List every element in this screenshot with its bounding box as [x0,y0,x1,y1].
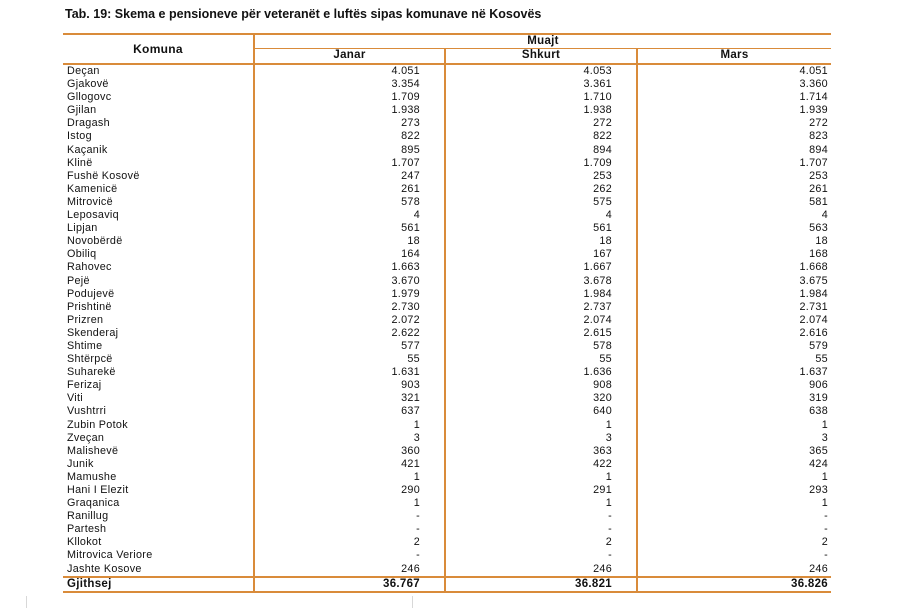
komuna-cell: Gllogovc [63,91,254,104]
value-cell-shkurt: 561 [445,222,637,235]
value-cell-shkurt: 640 [445,405,637,418]
column-header-janar: Janar [254,48,445,64]
value-cell-shkurt: 578 [445,340,637,353]
table-row [63,117,831,130]
komuna-cell: Podujevë [63,288,254,301]
value-cell-mars: 2.731 [799,300,828,313]
divider [26,596,27,608]
value-cell-janar: 55 [254,353,445,366]
value-cell-mars: 638 [809,405,828,418]
value-cell-mars: 424 [809,457,828,470]
value-cell-janar: 822 [254,130,445,143]
value-cell-janar: 4.051 [254,64,445,78]
value-cell-janar: 2.730 [254,301,445,314]
value-cell-shkurt: 2.074 [445,314,637,327]
value-cell-mars: 1.668 [799,261,828,274]
bottom-scroll-bar [0,596,902,608]
table-title: Tab. 19: Skema e pensioneve për veteranët e luftës sipas komunave në Kosovës [65,7,542,21]
column-header-komuna: Komuna [63,34,254,64]
table-row [63,458,831,471]
table-row [63,549,831,562]
value-cell-mars: 1 [821,418,828,431]
value-cell-janar: 1 [254,419,445,432]
komuna-cell: Gjilan [63,104,254,117]
table-row [63,248,831,261]
table-row [63,91,831,104]
table-row [63,78,831,91]
value-cell-shkurt: - [445,523,637,536]
value-cell-shkurt: - [445,549,637,562]
table-row [63,471,831,484]
value-cell-shkurt: 1.636 [445,366,637,379]
value-cell-mars: 272 [809,117,828,130]
pension-table [63,33,831,593]
divider [412,596,413,608]
table-row [63,104,831,117]
table-row [63,301,831,314]
komuna-cell: Zubin Potok [63,419,254,432]
value-cell-janar: 637 [254,405,445,418]
value-cell-shkurt: 1.938 [445,104,637,117]
total-mars: 36.826 [637,577,831,592]
value-cell-shkurt: 4 [445,209,637,222]
value-cell-janar: 1.709 [254,91,445,104]
komuna-cell: Graqanica [63,497,254,510]
column-header-shkurt: Shkurt [445,48,637,64]
table-row [63,419,831,432]
value-cell-janar: 4 [254,209,445,222]
value-cell-mars: 3.675 [799,274,828,287]
value-cell-mars: 823 [809,130,828,143]
value-cell-shkurt: 272 [445,117,637,130]
table-header [63,34,831,64]
value-cell-janar: 321 [254,392,445,405]
value-cell-mars: 293 [809,484,828,496]
value-cell-mars: 365 [809,444,828,457]
table-row [63,130,831,143]
table-row [63,209,831,222]
table-row [63,497,831,510]
komuna-cell: Prizren [63,314,254,327]
value-cell-shkurt: 3.678 [445,275,637,288]
value-cell-janar: 247 [254,170,445,183]
komuna-cell: Mitrovica Veriore [63,549,254,562]
value-cell-janar: 18 [254,235,445,248]
value-cell-janar: 246 [254,563,445,577]
value-cell-janar: 3 [254,432,445,445]
table-row [63,340,831,353]
value-cell-shkurt: 3.361 [445,78,637,91]
value-cell-shkurt: 253 [445,170,637,183]
value-cell-janar: 2 [254,536,445,549]
komuna-cell: Ferizaj [63,379,254,392]
komuna-cell: Mitrovicë [63,196,254,209]
value-cell-janar: 1 [254,497,445,510]
value-cell-shkurt: 262 [445,183,637,196]
table-row [63,157,831,170]
value-cell-shkurt: 822 [445,130,637,143]
komuna-cell: Kllokot [63,536,254,549]
value-cell-shkurt: 1.709 [445,157,637,170]
komuna-cell: Skenderaj [63,327,254,340]
value-cell-janar: 164 [254,248,445,261]
value-cell-mars: 1.707 [799,156,828,169]
table-row [63,379,831,392]
value-cell-shkurt: 55 [445,353,637,366]
value-cell-mars: 1.637 [799,366,828,379]
value-cell-janar: 903 [254,379,445,392]
value-cell-shkurt: 894 [445,144,637,157]
table-row [63,392,831,405]
value-cell-mars: 1.984 [799,287,828,300]
value-cell-mars: - [824,523,828,536]
table-row [63,275,831,288]
table-row [63,484,831,497]
value-cell-mars: 1.939 [799,104,828,117]
table-row [63,510,831,523]
value-cell-shkurt: 2 [445,536,637,549]
value-cell-shkurt: 1.667 [445,261,637,274]
column-header-mars: Mars [637,48,831,64]
value-cell-mars: 1 [821,470,828,483]
value-cell-shkurt: 4.053 [445,64,637,78]
value-cell-janar: 3.670 [254,275,445,288]
table-row [63,353,831,366]
komuna-cell: Pejë [63,275,254,288]
value-cell-janar: 577 [254,340,445,353]
value-cell-janar: 1.663 [254,261,445,274]
value-cell-janar: 2.622 [254,327,445,340]
value-cell-janar: - [254,523,445,536]
value-cell-mars: 1.714 [799,91,828,104]
value-cell-janar: 1.631 [254,366,445,379]
komuna-cell: Istog [63,130,254,143]
value-cell-mars: - [824,510,828,523]
value-cell-shkurt: 2.737 [445,301,637,314]
komuna-cell: Junik [63,458,254,471]
komuna-cell: Malishevë [63,445,254,458]
komuna-cell: Kamenicë [63,183,254,196]
value-cell-mars: 55 [815,353,828,366]
komuna-cell: Klinë [63,157,254,170]
value-cell-janar: - [254,549,445,562]
total-label: Gjithsej [63,577,254,592]
value-cell-mars: 168 [809,248,828,261]
value-cell-janar: 1 [254,471,445,484]
value-cell-mars: 2 [821,536,828,549]
value-cell-shkurt: 422 [445,458,637,471]
value-cell-shkurt: 363 [445,445,637,458]
value-cell-mars: 3 [821,431,828,444]
value-cell-janar: - [254,510,445,523]
table-row [63,405,831,418]
komuna-cell: Dragash [63,117,254,130]
value-cell-mars: - [824,549,828,562]
value-cell-janar: 3.354 [254,78,445,91]
value-cell-janar: 1.979 [254,288,445,301]
value-cell-mars: 18 [815,235,828,248]
value-cell-shkurt: 1 [445,471,637,484]
value-cell-janar: 1.938 [254,104,445,117]
value-cell-mars: 2.074 [799,313,828,326]
value-cell-janar: 290 [254,484,445,497]
value-cell-shkurt: 1 [445,419,637,432]
table-row [63,536,831,549]
value-cell-mars: 3.360 [799,78,828,91]
table-row [63,563,831,577]
value-cell-shkurt: 291 [445,484,637,497]
komuna-cell: Partesh [63,523,254,536]
value-cell-mars: 894 [809,143,828,156]
komuna-cell: Viti [63,392,254,405]
table-row [63,235,831,248]
komuna-cell: Hani I Elezit [63,484,254,497]
value-cell-shkurt: 575 [445,196,637,209]
table-row [63,196,831,209]
komuna-cell: Prishtinë [63,301,254,314]
table-row [63,523,831,536]
table-body [63,64,831,577]
value-cell-mars: 261 [809,182,828,195]
value-cell-janar: 561 [254,222,445,235]
komuna-cell: Deçan [63,64,254,78]
value-cell-janar: 578 [254,196,445,209]
value-cell-janar: 1.707 [254,157,445,170]
value-cell-shkurt: - [445,510,637,523]
komuna-cell: Mamushe [63,471,254,484]
value-cell-shkurt: 18 [445,235,637,248]
value-cell-shkurt: 1.984 [445,288,637,301]
komuna-cell: Ranillug [63,510,254,523]
komuna-cell: Lipjan [63,222,254,235]
table-row [63,432,831,445]
table-row [63,366,831,379]
value-cell-mars: 579 [809,339,828,352]
value-cell-shkurt: 2.615 [445,327,637,340]
value-cell-janar: 360 [254,445,445,458]
komuna-cell: Jashte Kosove [63,563,254,577]
table-row [63,261,831,274]
value-cell-mars: 246 [809,562,828,575]
table-row [63,314,831,327]
komuna-cell: Obiliq [63,248,254,261]
value-cell-janar: 261 [254,183,445,196]
komuna-cell: Suharekë [63,366,254,379]
value-cell-janar: 273 [254,117,445,130]
value-cell-shkurt: 1.710 [445,91,637,104]
komuna-cell: Shtërpcë [63,353,254,366]
komuna-cell: Gjakovë [63,78,254,91]
table-row [63,64,831,78]
value-cell-shkurt: 3 [445,432,637,445]
value-cell-mars: 253 [809,169,828,182]
value-cell-mars: 2.616 [799,326,828,339]
table-row [63,445,831,458]
value-cell-janar: 421 [254,458,445,471]
value-cell-shkurt: 1 [445,497,637,510]
total-row [63,577,831,592]
value-cell-mars: 4.051 [799,65,828,77]
table-row [63,327,831,340]
table-row [63,222,831,235]
value-cell-mars: 906 [809,379,828,392]
table-row [63,183,831,196]
value-cell-shkurt: 246 [445,563,637,577]
value-cell-shkurt: 320 [445,392,637,405]
komuna-cell: Kaçanik [63,144,254,157]
value-cell-shkurt: 167 [445,248,637,261]
komuna-cell: Shtime [63,340,254,353]
komuna-cell: Zveçan [63,432,254,445]
value-cell-shkurt: 908 [445,379,637,392]
table-row [63,288,831,301]
value-cell-mars: 581 [809,195,828,208]
value-cell-janar: 895 [254,144,445,157]
value-cell-mars: 563 [809,222,828,235]
value-cell-mars: 4 [821,209,828,222]
value-cell-janar: 2.072 [254,314,445,327]
value-cell-mars: 1 [821,497,828,510]
value-cell-mars: 319 [809,392,828,405]
komuna-cell: Vushtrri [63,405,254,418]
komuna-cell: Rahovec [63,261,254,274]
table-row [63,144,831,157]
komuna-cell: Leposaviq [63,209,254,222]
column-header-muajt: Muajt [254,34,831,48]
table-row [63,170,831,183]
komuna-cell: Fushë Kosovë [63,170,254,183]
komuna-cell: Novobërdë [63,235,254,248]
total-janar: 36.767 [254,577,445,592]
total-shkurt: 36.821 [445,577,637,592]
